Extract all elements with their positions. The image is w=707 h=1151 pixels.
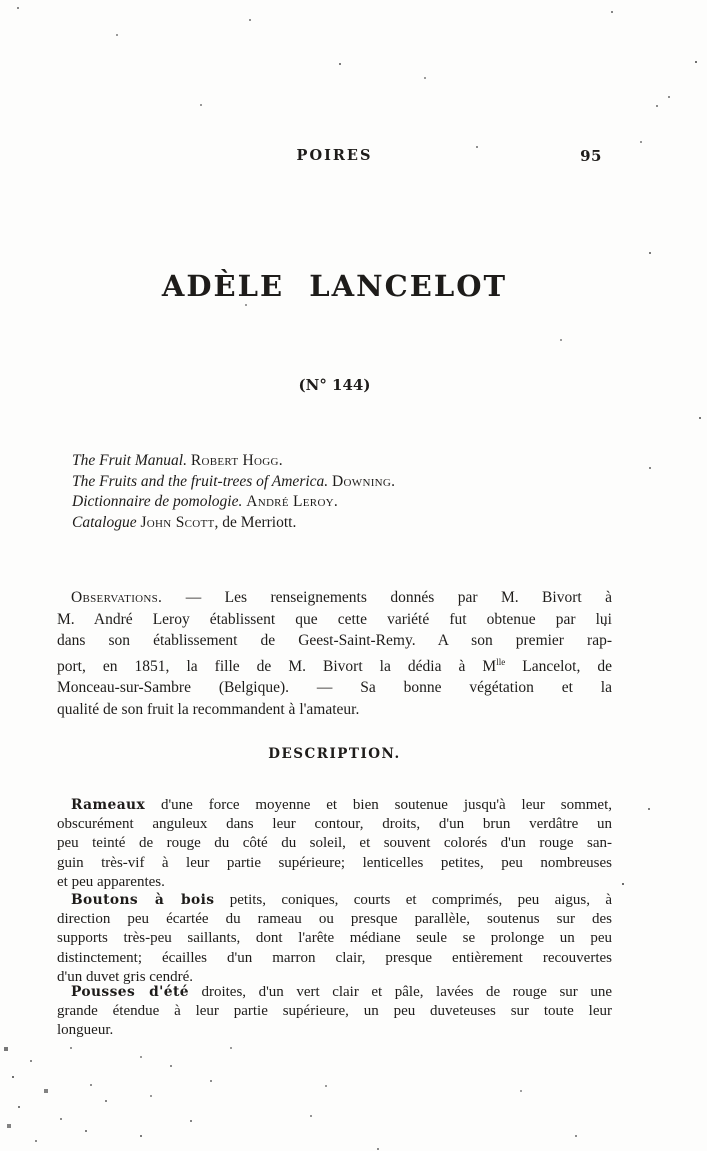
bibliography-entry	[72, 472, 627, 493]
biblio-suffix: , de Merriott.	[214, 513, 297, 531]
text-line	[57, 983, 612, 1002]
text-line: grande étendue à leur partie supérieure, un peu duveteuses sur toute leur	[57, 1003, 612, 1020]
text-line: peu teinté de rouge du côté du soleil, et souvent colorés d'un rouge san-	[57, 835, 612, 852]
biblio-author: André Leroy.	[246, 493, 339, 510]
text-run: port, en 1851, la fille de M. Bivort la dédia à M	[57, 657, 497, 675]
bibliography-list	[57, 451, 627, 533]
biblio-author: Downing.	[332, 472, 396, 490]
text-line: obscurément anguleux dans leur contour, droits, d'un brun verdâtre un	[57, 816, 612, 833]
description-paragraph-rameaux	[57, 796, 612, 892]
description-paragraph-pousses	[57, 983, 612, 1041]
text-run: — Les renseignements donnés par M. Bivort à	[162, 589, 612, 606]
paragraph-headword: Boutons à bois	[71, 892, 215, 908]
biblio-title: Dictionnaire de pomologie.	[72, 493, 243, 510]
text-line	[57, 796, 612, 815]
observations-label: Observations.	[71, 589, 163, 606]
text-run: petits, coniques, courts et comprimés, peu aigus, à	[214, 892, 612, 908]
text-line: supports très-peu saillants, dont l'arête médiane seule se prolonge un peu	[57, 930, 612, 947]
variety-number: (N° 144)	[298, 376, 371, 394]
running-header	[57, 147, 612, 164]
description-heading: DESCRIPTION.	[268, 746, 401, 762]
description-paragraph-boutons	[57, 891, 612, 987]
scan-speckles	[0, 0, 2, 2]
biblio-title: The Fruits and the fruit-trees of America.	[72, 472, 329, 490]
superscript-lle: lle	[496, 656, 506, 667]
bibliography-entry	[72, 513, 627, 534]
biblio-author: John Scott	[140, 513, 215, 531]
text-line: longueur.	[57, 1022, 114, 1039]
paragraph-headword: Rameaux	[71, 797, 146, 813]
observations-paragraph	[57, 587, 612, 721]
biblio-title: Catalogue	[72, 513, 137, 531]
text-line	[57, 652, 612, 678]
text-line: guin très-vif à leur partie supérieure; lenticelles petites, peu nombreuses	[57, 854, 612, 871]
biblio-author: Robert Hogg.	[190, 452, 283, 469]
text-line: distinctement; écailles d'un marron clair, presque entièrement recouvertes	[57, 949, 612, 966]
text-line	[57, 587, 612, 609]
text-run: Lancelot, de	[505, 657, 612, 675]
bibliography-entry	[72, 451, 627, 472]
text-line	[57, 891, 612, 910]
text-run: d'une force moyenne et bien soutenue jusqu'à leur sommet,	[145, 797, 612, 813]
paragraph-headword: Pousses d'été	[71, 984, 189, 1000]
text-run: droites, d'un vert clair et pâle, lavées de rouge sur une	[188, 984, 612, 1000]
biblio-title: The Fruit Manual.	[72, 452, 187, 469]
bibliography-entry	[72, 492, 627, 513]
text-line: qualité de son fruit la recommandent à l'amateur.	[57, 700, 360, 718]
page-number: 95	[580, 147, 602, 165]
text-line: Monceau-sur-Sambre (Belgique). — Sa bonne végétation et la	[57, 679, 612, 697]
text-line: direction peu écartée du rameau ou presque parallèle, soutenus sur des	[57, 911, 612, 928]
text-line: et peu apparentes.	[57, 873, 165, 890]
running-title: POIRES	[296, 147, 373, 164]
text-line: dans son établissement de Geest-Saint-Remy. A son premier rap-	[57, 632, 612, 650]
text-line: d'un duvet gris cendré.	[57, 968, 193, 985]
variety-title: ADÈLE LANCELOT	[161, 269, 508, 303]
text-line: M. André Leroy établissent que cette variété fut obtenue par lui	[57, 610, 612, 628]
